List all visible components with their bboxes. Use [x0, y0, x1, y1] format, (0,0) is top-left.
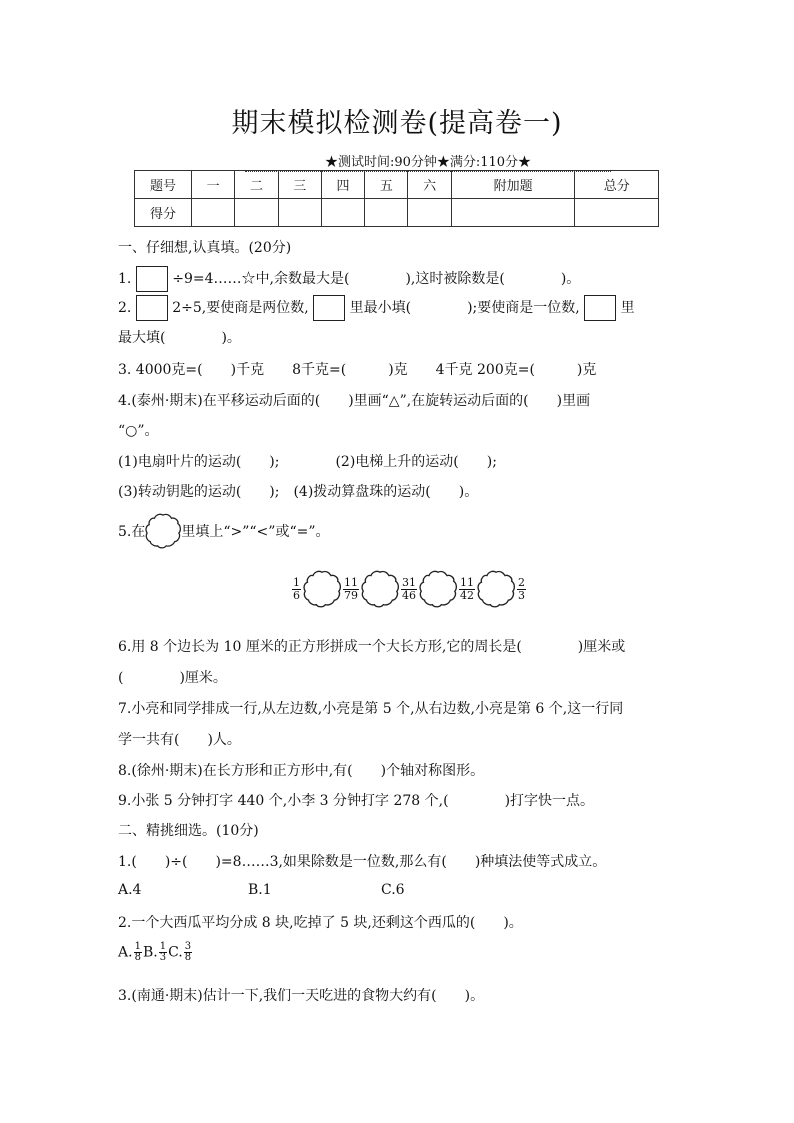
question-text: 里最小填( );要使商是一位数, — [349, 300, 580, 316]
question-1-5 — [118, 513, 330, 549]
question-number: 2. — [118, 300, 132, 316]
question-1-6-line1: 6.用 8 个边长为 10 厘米的正方形拼成一个大长方形,它的周长是( )厘米或 — [118, 639, 626, 655]
question-number: 1. — [118, 271, 132, 287]
answer-box[interactable] — [584, 295, 616, 321]
answer-box[interactable] — [136, 266, 168, 292]
score-header-cell: 五 — [365, 171, 408, 199]
score-table-score-row — [135, 199, 659, 227]
score-row-label: 得分 — [135, 199, 192, 227]
scallop-circle-icon — [145, 513, 181, 549]
question-2-3: 3.(南通·期末)估计一下,我们一天吃进的食物大约有( )。 — [118, 988, 485, 1004]
compare-blank[interactable] — [303, 570, 341, 608]
score-cell[interactable] — [451, 199, 575, 227]
fraction: $\frac{1}{6}$ — [293, 575, 300, 602]
question-1-8: 8.(徐州·期末)在长方形和正方形中,有( )个轴对称图形。 — [118, 763, 485, 779]
question-1-6-line2: ( )厘米。 — [118, 670, 227, 686]
comparison-row — [290, 570, 528, 608]
answer-box[interactable] — [136, 295, 168, 321]
score-header-cell: 三 — [278, 171, 321, 199]
option-b[interactable]: B. $\frac{1}{3}$ — [142, 941, 167, 963]
exam-info: ★测试时间:90分钟★满分:110分★ — [245, 151, 611, 172]
question-1-1 — [118, 266, 580, 292]
fraction: $\frac{2}{3}$ — [518, 575, 525, 602]
question-1-4-line3: (1)电扇叶片的运动( ); (2)电梯上升的运动( ); — [118, 454, 497, 470]
score-cell[interactable] — [575, 199, 659, 227]
score-cell[interactable] — [235, 199, 278, 227]
question-1-9: 9.小张 5 分钟打字 440 个,小李 3 分钟打字 278 个,( )打字快一点。 — [118, 793, 595, 809]
score-cell[interactable] — [365, 199, 408, 227]
question-text: 里 — [620, 300, 635, 316]
question-2-1: 1.( )÷( )=8……3,如果除数是一位数,那么有( )种填法使等式成立。 — [118, 854, 607, 870]
question-1-4-line2: “○”。 — [118, 423, 159, 439]
question-1-4-line1: 4.(泰州·期末)在平移运动后面的( )里画“△”,在旋转运动后面的( )里画 — [118, 393, 591, 409]
question-text: 2÷5,要使商是两位数, — [172, 300, 309, 316]
question-2-2-options — [118, 942, 193, 963]
score-table — [134, 170, 659, 227]
score-cell[interactable] — [278, 199, 321, 227]
fraction: $\frac{31}{46}$ — [402, 575, 416, 602]
fraction: $\frac{11}{42}$ — [460, 575, 474, 602]
question-2-1-option-b[interactable]: B.1 — [248, 882, 272, 898]
score-header-cell: 一 — [192, 171, 235, 199]
section2-heading: 二、精挑细选。(10分) — [118, 823, 259, 839]
question-1-2 — [118, 295, 635, 321]
option-a[interactable]: A. $\frac{1}{8}$ — [118, 941, 141, 963]
compare-blank[interactable] — [361, 570, 399, 608]
score-header-cell: 二 — [235, 171, 278, 199]
score-cell[interactable] — [321, 199, 364, 227]
question-text: ÷9=4……☆中,余数最大是( ),这时被除数是( )。 — [172, 271, 581, 287]
score-header-cell: 题号 — [135, 171, 192, 199]
question-text: 5.在 — [118, 524, 146, 540]
score-header-cell: 四 — [321, 171, 364, 199]
compare-blank[interactable] — [477, 570, 515, 608]
score-cell[interactable] — [408, 199, 451, 227]
score-header-cell: 总分 — [575, 171, 659, 199]
question-1-7-line1: 7.小亮和同学排成一行,从左边数,小亮是第 5 个,从右边数,小亮是第 6 个,这一行同 — [118, 701, 624, 717]
section1-heading: 一、仔细想,认真填。(20分) — [118, 240, 292, 256]
answer-box[interactable] — [313, 295, 345, 321]
question-text: 里填上“>”“<”或“=”。 — [181, 524, 330, 540]
score-cell[interactable] — [192, 199, 235, 227]
question-1-3: 3. 4000克=( )千克 8千克=( )克 4千克 200克=( )克 — [118, 362, 597, 378]
question-1-2-line2: 最大填( )。 — [118, 330, 241, 346]
page-title: 期末模拟检测卷(提高卷一) — [231, 108, 563, 139]
score-table-header-row — [135, 171, 659, 199]
question-1-4-line4: (3)转动钥匙的运动( ); (4)拨动算盘珠的运动( )。 — [118, 484, 479, 500]
question-1-7-line2: 学一共有( )人。 — [118, 732, 241, 748]
score-header-cell: 附加题 — [451, 171, 575, 199]
score-header-cell: 六 — [408, 171, 451, 199]
question-2-1-option-a[interactable]: A.4 — [118, 882, 142, 898]
compare-blank[interactable] — [419, 570, 457, 608]
question-2-2: 2.一个大西瓜平均分成 8 块,吃掉了 5 块,还剩这个西瓜的( )。 — [118, 915, 523, 931]
question-2-1-option-c[interactable]: C.6 — [381, 882, 405, 898]
fraction: $\frac{11}{79}$ — [344, 575, 358, 602]
option-c[interactable]: C. $\frac{3}{8}$ — [168, 941, 192, 963]
